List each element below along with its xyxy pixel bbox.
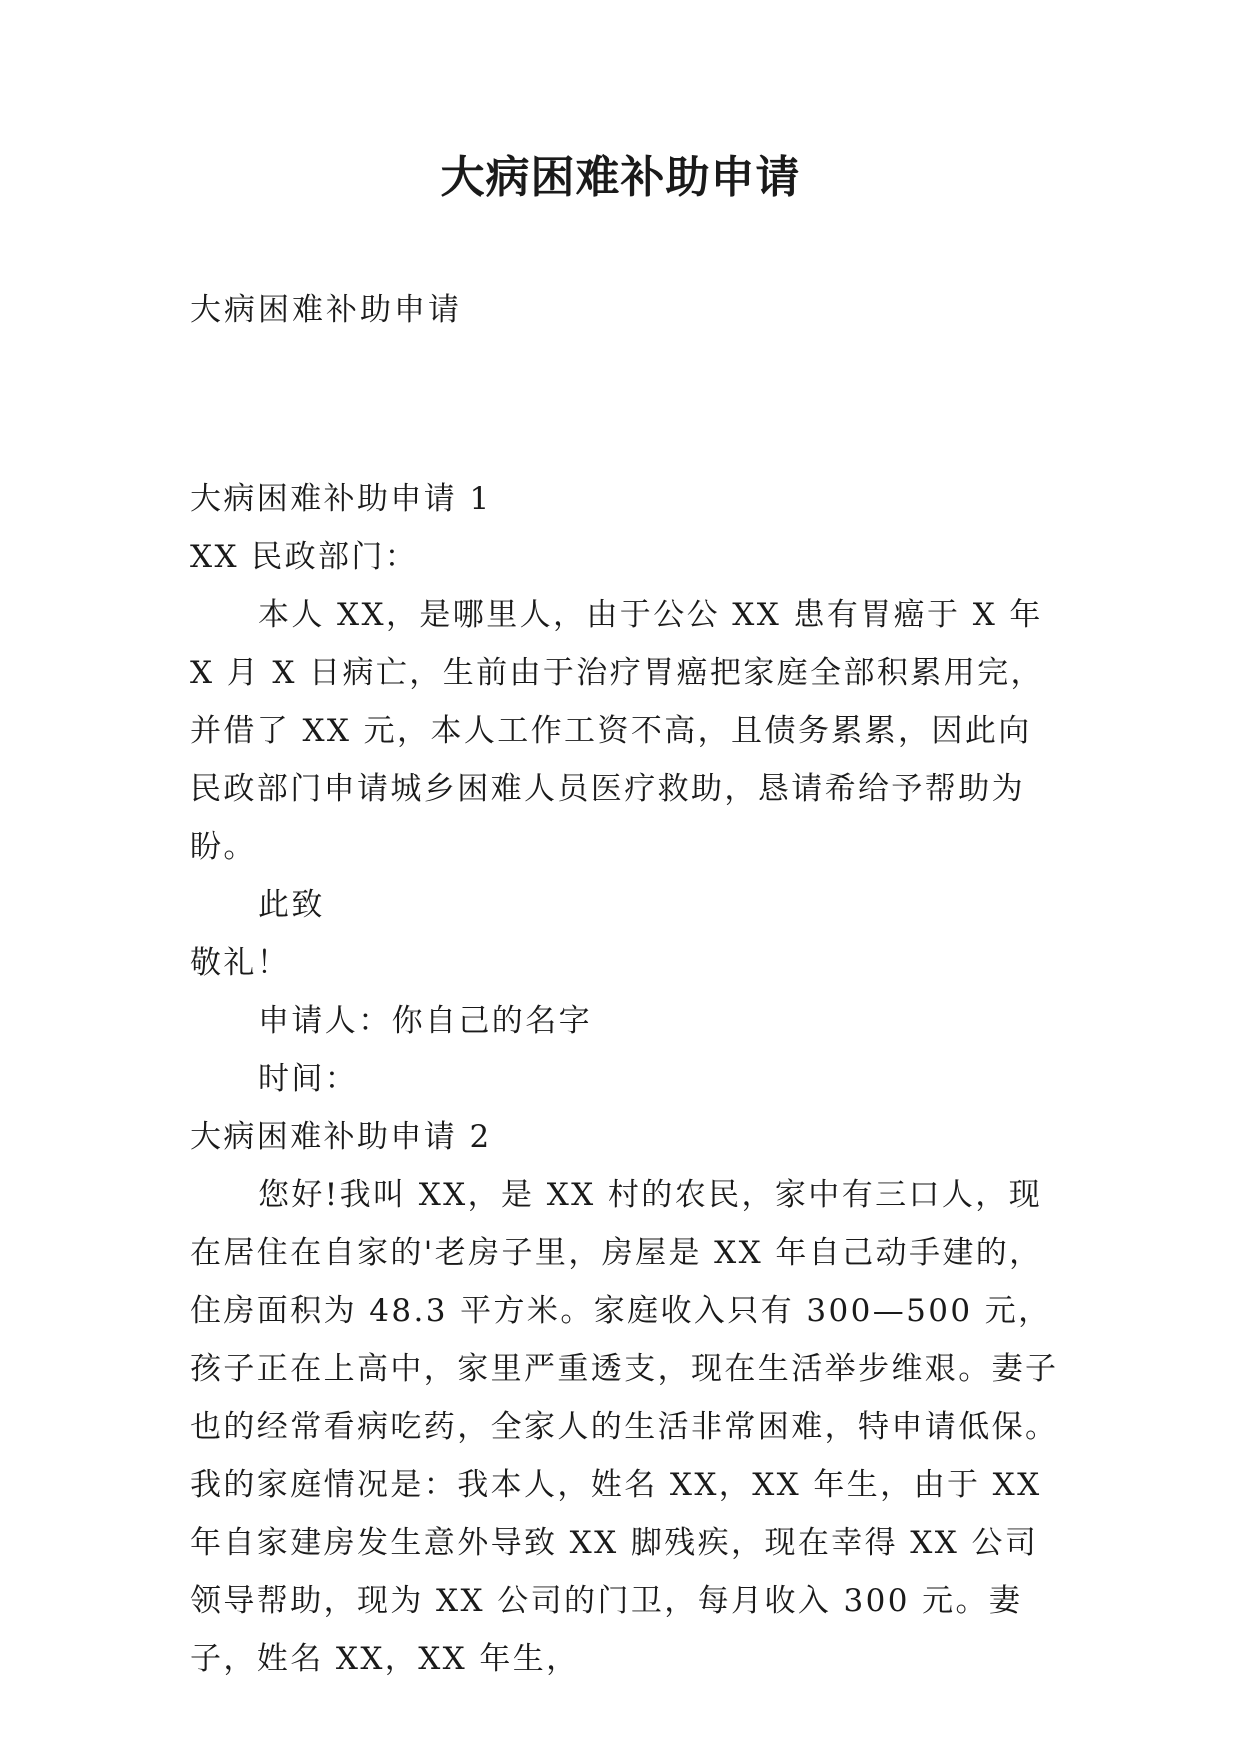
closing-cizhi: 此致	[258, 887, 325, 923]
applicant-line: 申请人：你自己的名字	[258, 1003, 592, 1039]
document-subtitle: 大病困难补助申请	[190, 292, 462, 328]
date-line: 时间：	[258, 1061, 359, 1097]
closing-jingli: 敬礼！	[190, 945, 291, 981]
body-paragraph-1: 本人 XX，是哪里人，由于公公 XX 患有胃癌于 X 年 X 月 X 日病亡，生前由于治疗胃癌把家庭全部积累用完，并借了 XX 元，本人工作工资不高，且债务累累，因此向民政部门申请城乡困难人员医疗救助，恳请希给予帮助为盼。	[190, 597, 1044, 865]
document-title: 大病困难补助申请	[440, 152, 801, 203]
body-paragraph-2: 您好!我叫 XX，是 XX 村的农民，家中有三口人，现在居住在自家的'老房子里，房屋是 XX 年自己动手建的，住房面积为 48.3 平方米。家庭收入只有 300—500 元，孩子正在上高中，家里严重透支，现在生活举步维艰。妻子也的经常看病吃药，全家人的生活非常困难，特申请低保。我的家庭情况是：我本人，姓名 XX，XX 年生，由于 XX 年自家建房发生意外导致 XX 脚残疾，现在幸得 XX 公司领导帮助，现为 XX 公司的门卫，每月收入 300 元。妻子，姓名 XX，XX 年生，	[190, 1177, 1059, 1677]
document-body	[190, 470, 1062, 1688]
salutation: XX 民政部门：	[190, 539, 419, 575]
section-heading-2: 大病困难补助申请 2	[190, 1119, 492, 1155]
section-heading-1: 大病困难补助申请 1	[190, 481, 492, 517]
